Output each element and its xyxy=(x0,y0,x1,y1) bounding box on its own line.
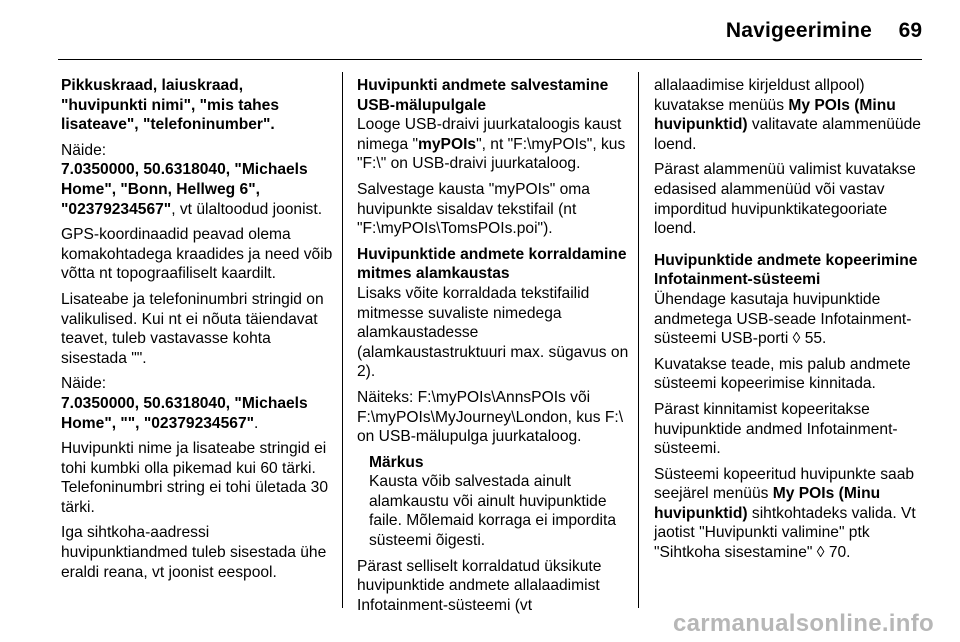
example-1-value: 7.0350000, 50.6318040, "Michaels Home", "Bonn, Hellweg 6", "02379234567" xyxy=(61,161,308,218)
note-text: Kausta võib salvestada ainult alamkaustu või ainult huvipunktide faile. Mõlemaid korraga ei impordita süsteemi õigesti. xyxy=(369,473,617,550)
example-2-value: 7.0350000, 50.6318040, "Michaels Home", "", "02379234567" xyxy=(61,394,308,432)
final-ref: 70. xyxy=(824,544,851,562)
page-header xyxy=(0,0,960,62)
section-heading-save-usb: Huvipunkti andmete salvestamine USB-mälupulgale xyxy=(357,77,609,114)
connect-paragraph xyxy=(654,290,924,349)
after-organize-paragraph: Pärast selliselt korraldatud üksikute huvipunktide andmete allalaadimist Infotainment-süsteemi (vt xyxy=(357,557,602,614)
final-menu-name: My POIs (Minu huvipunktid) xyxy=(654,485,881,522)
menu-pre: allalaadimise kirjeldust allpool) kuvatakse menüüs xyxy=(654,77,865,114)
example-2-label: Näide: xyxy=(61,375,107,393)
watermark: carmanualsonline.info xyxy=(672,610,934,637)
header-rule xyxy=(58,59,922,60)
page-reference-icon: ◊ xyxy=(792,330,801,348)
folder-post: ", nt "F:\myPOIs", kus "F:\" on USB-draivi juurkataloog. xyxy=(357,135,626,173)
column-2 xyxy=(357,76,630,621)
folder-pre: Looge USB-draivi juurkataloogis kaust nimega " xyxy=(357,116,622,153)
note-title: Märkus xyxy=(369,453,424,471)
column-divider-2 xyxy=(638,72,639,608)
connect-pre: Ühendage kasutaja huvipunktide andmetega USB-seade Infotainment-süsteemi USB-porti xyxy=(654,290,912,348)
menu-post: valitavate alammenüüde loend. xyxy=(654,116,921,153)
final-mid: sihtkohtadeks valida. Vt jaotist "Huvipunkti valimine" ptk "Sihtkoha sisestamine" xyxy=(654,504,916,562)
page-number: 69 xyxy=(898,19,922,42)
submenu-paragraph: Pärast alammenüü valimist kuvatakse edasised alammenüüd või vastav imporditud huvipunktikategooriate loend. xyxy=(654,161,916,238)
gps-paragraph: GPS-koordinaadid peavad olema komakohtadega kraadides ja need võib võtta nt topograafiliselt kaardilt. xyxy=(61,226,333,283)
column-3 xyxy=(654,76,924,569)
length-limits-paragraph: Huvipunkti nime ja lisateabe stringid ei tohi kumbki olla pikemad kui 60 tärki. Telefoninumbri string ei tohi ületada 30 tärki. xyxy=(61,440,328,516)
column-1 xyxy=(61,76,333,588)
section-heading-copy: Huvipunktide andmete kopeerimine Infotainment-süsteemi xyxy=(654,251,918,289)
page-title: Navigeerimine xyxy=(725,19,872,42)
address-line-paragraph: Iga sihtkoha-aadressi huvipunktiandmed tuleb sisestada ühe eraldi reana, vt joonist eespool. xyxy=(61,524,327,581)
menu-list-paragraph xyxy=(654,76,924,154)
format-description: Pikkuskraad, laiuskraad, "huvipunkti nimi", "mis tahes lisateave", "telefoninumber". xyxy=(61,77,280,134)
example-2 xyxy=(61,374,333,433)
menu-name: My POIs (Minu huvipunktid) xyxy=(654,96,896,134)
section-heading-subfolders: Huvipunktide andmete korraldamine mitmes alamkaustas xyxy=(357,245,627,283)
example-2-rest: . xyxy=(254,414,259,432)
column-divider-1 xyxy=(342,72,343,608)
save-paragraph: Salvestage kausta "myPOIs" oma huvipunkte sisaldav tekstifail (nt "F:\myPOIs\TomsPOIs.poi"). xyxy=(357,180,590,238)
example-1-rest: , vt ülaltoodud joonist. xyxy=(171,200,323,218)
subfolder-paragraph: Lisaks võite korraldada tekstifailid mitmesse suvaliste nimedega alamkaustadesse (alamkaustastruktuuri max. sügavus on 2). xyxy=(357,284,629,381)
confirm-paragraph: Kuvatakse teade, mis palub andmete süsteemi kopeerimise kinnitada. xyxy=(654,355,911,393)
copied-paragraph: Pärast kinnitamist kopeeritakse huvipunktide andmed Infotainment-süsteemi. xyxy=(654,400,898,458)
folder-paragraph xyxy=(357,115,630,174)
page-reference-icon: ◊ xyxy=(816,544,825,562)
final-pre: Süsteemi kopeeritud huvipunkte saab seejärel menüüs xyxy=(654,465,915,503)
folder-name: myPOIs xyxy=(418,135,477,153)
note-box xyxy=(369,453,630,551)
example-1-label: Näide: xyxy=(61,141,107,159)
final-paragraph xyxy=(654,465,924,563)
optional-fields-paragraph: Lisateabe ja telefoninumbri stringid on valikulised. Kui nt ei nõuta täiendavat teavet, tuleb vastavasse kohta sisestada "". xyxy=(61,290,324,367)
connect-ref: 55. xyxy=(800,330,827,348)
examples-paragraph: Näiteks: F:\myPOIs\AnnsPOIs või F:\myPOIs\MyJourney\London, kus F:\ on USB-mälupulga juurkataloog. xyxy=(357,388,624,446)
example-1 xyxy=(61,141,333,219)
